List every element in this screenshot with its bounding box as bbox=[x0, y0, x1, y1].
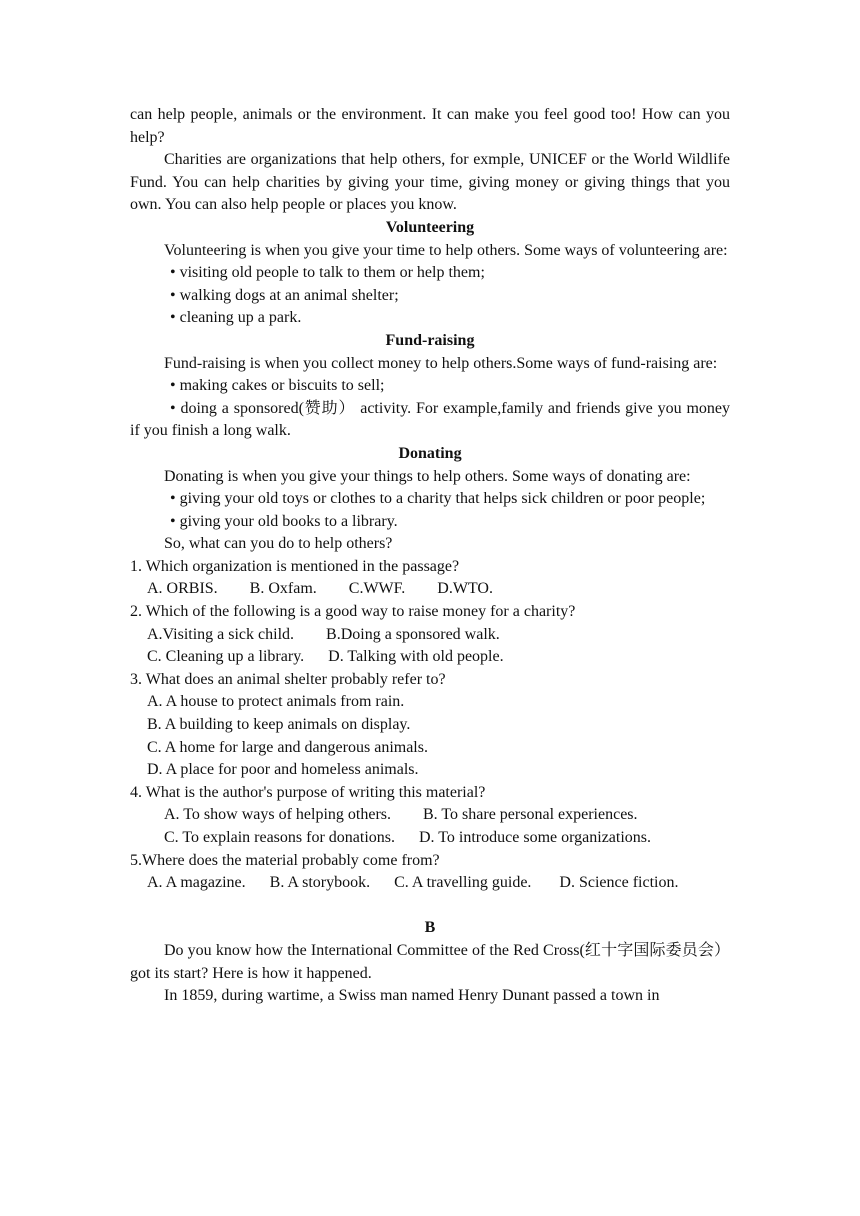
volunteering-text: Volunteering is when you give your time to help others. Some ways of volunteering are: bbox=[164, 241, 728, 259]
question-4-options: C. To explain reasons for donations. D. To introduce some organizations. bbox=[164, 829, 652, 846]
question-3-option: A. A house to protect animals from rain. bbox=[147, 693, 405, 711]
fundraising-heading: Fund-raising bbox=[385, 331, 475, 349]
intro-paragraph-1: can help people, animals or the environment. It can make you feel good too! How can you help? bbox=[130, 106, 730, 146]
question-4-options: A. To show ways of helping others. B. To share personal experiences. bbox=[164, 806, 638, 824]
question-2-options: A.Visiting a sick child. B.Doing a sponsored walk. bbox=[147, 625, 500, 643]
volunteering-bullet: • walking dogs at an animal shelter; bbox=[170, 286, 399, 304]
passage-b-paragraph-2: In 1859, during wartime, a Swiss man named Henry Dunant passed a town in bbox=[164, 987, 660, 1005]
question-3-stem: 3. What does an animal shelter probably refer to? bbox=[130, 670, 446, 688]
question-3-option: C. A home for large and dangerous animals. bbox=[147, 738, 428, 756]
question-3-option: D. A place for poor and homeless animals. bbox=[147, 761, 419, 779]
fundraising-bullet: • doing a sponsored(赞助） activity. For example,family and friends give you money if you finish a long walk. bbox=[130, 399, 730, 440]
volunteering-bullet: • cleaning up a park. bbox=[170, 309, 302, 327]
donating-bullet: • giving your old books to a library. bbox=[170, 512, 398, 530]
volunteering-bullet: • visiting old people to talk to them or help them; bbox=[170, 264, 485, 282]
question-5-options: A. A magazine. B. A storybook. C. A travelling guide. D. Science fiction. bbox=[147, 874, 679, 892]
donating-heading: Donating bbox=[398, 444, 462, 462]
passage-b-paragraph-1: Do you know how the International Committee of the Red Cross(红十字国际委员会）got its start? Here is how it happened. bbox=[130, 941, 730, 982]
fundraising-text: Fund-raising is when you collect money to help others.Some ways of fund-raising are: bbox=[164, 354, 718, 372]
passage-b-heading: B bbox=[424, 919, 436, 937]
question-3-option: B. A building to keep animals on display. bbox=[147, 716, 411, 734]
question-4-stem: 4. What is the author's purpose of writing this material? bbox=[130, 783, 486, 801]
volunteering-heading: Volunteering bbox=[385, 218, 475, 236]
question-2-options: C. Cleaning up a library. D. Talking with old people. bbox=[147, 648, 504, 666]
question-2-stem: 2. Which of the following is a good way to raise money for a charity? bbox=[130, 603, 576, 621]
question-1-options: A. ORBIS. B. Oxfam. C.WWF. D.WTO. bbox=[147, 580, 493, 598]
question-5-stem: 5.Where does the material probably come from? bbox=[130, 851, 440, 869]
donating-bullet: • giving your old toys or clothes to a charity that helps sick children or poor people; bbox=[170, 490, 706, 508]
question-1-stem: 1. Which organization is mentioned in the passage? bbox=[130, 557, 460, 575]
closing-question: So, what can you do to help others? bbox=[164, 535, 393, 553]
fundraising-bullet: • making cakes or biscuits to sell; bbox=[170, 377, 385, 395]
donating-text: Donating is when you give your things to help others. Some ways of donating are: bbox=[164, 467, 691, 485]
section-spacer bbox=[130, 895, 730, 918]
document-page bbox=[130, 104, 730, 1008]
intro-paragraph-2: Charities are organizations that help others, for exmple, UNICEF or the World Wildlife Fund. You can help charities by giving your time, giving money or giving things that you own. You can also help people or places you know. bbox=[130, 151, 730, 214]
